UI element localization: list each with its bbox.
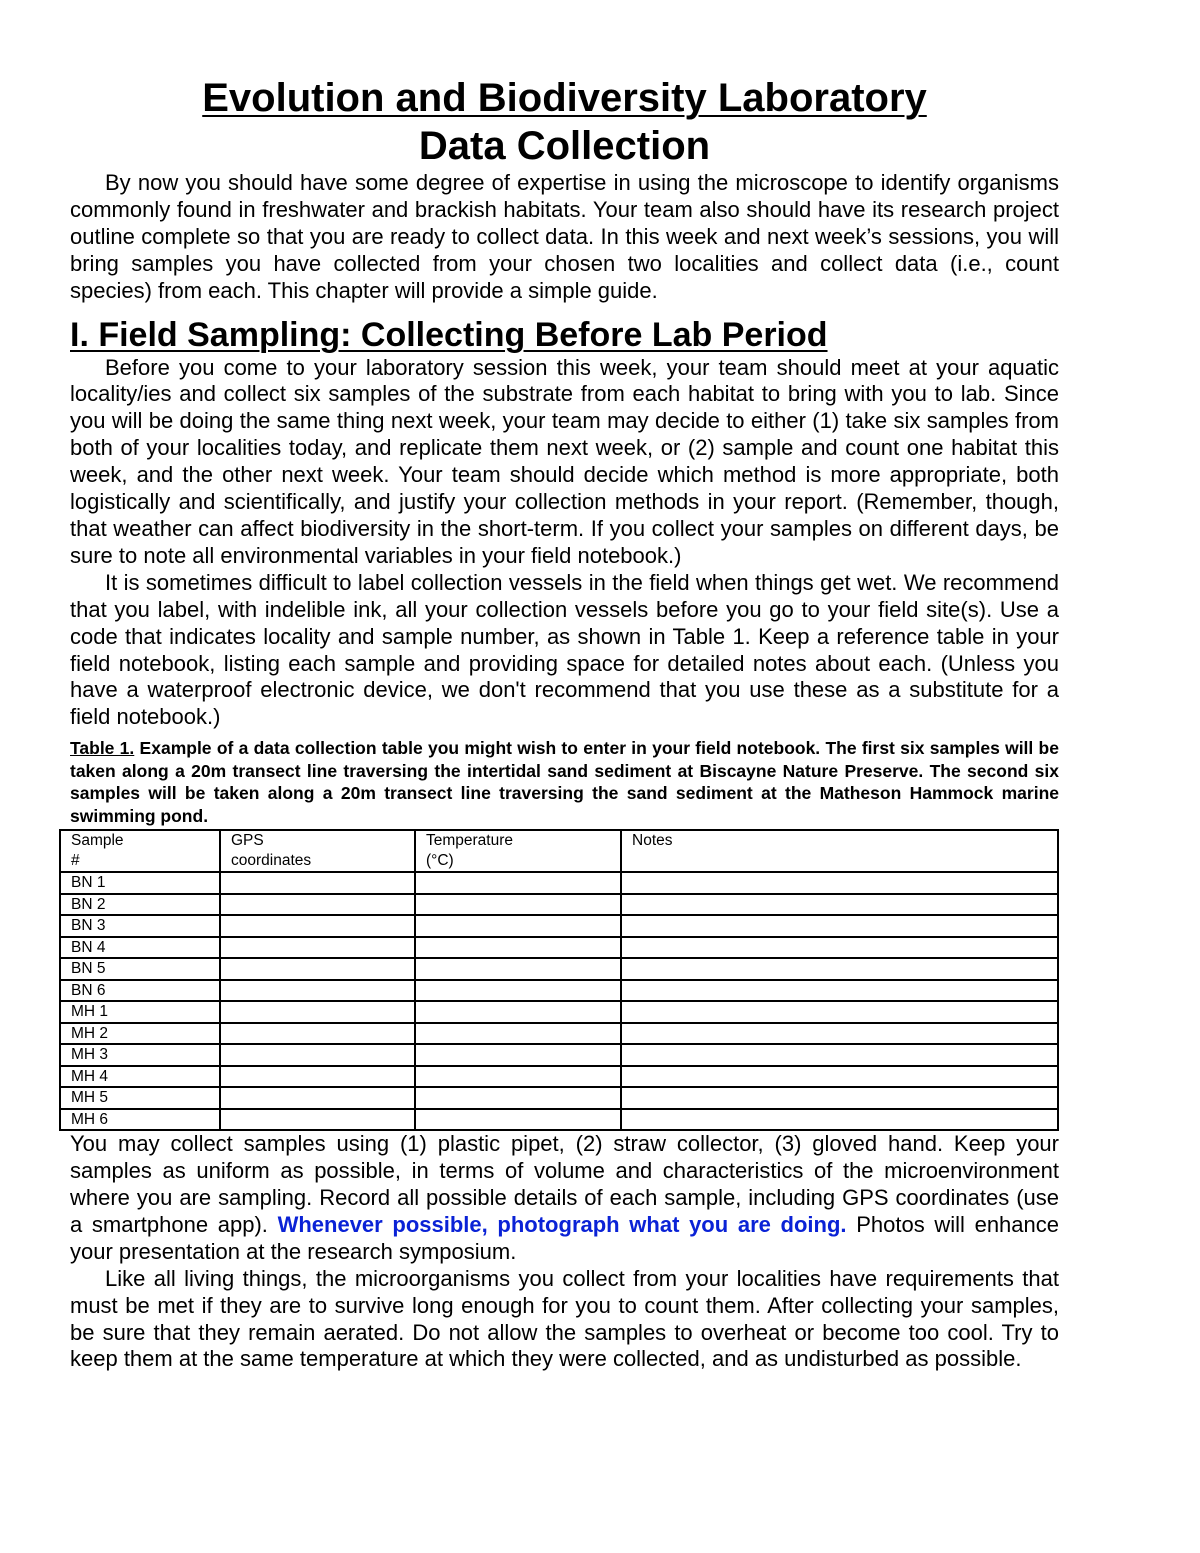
- gps-cell[interactable]: [220, 1001, 415, 1023]
- photograph-highlight: Whenever possible, photograph what you are doing.: [277, 1211, 847, 1237]
- table-row: [60, 915, 1058, 937]
- table-caption-label: Table 1.: [70, 738, 135, 759]
- gps-cell[interactable]: [220, 894, 415, 916]
- table-row: [60, 1023, 1058, 1045]
- sample-id: MH 1: [60, 1001, 220, 1023]
- table-row: [60, 872, 1058, 894]
- temperature-cell[interactable]: [415, 937, 621, 959]
- sample-id: MH 2: [60, 1023, 220, 1045]
- section-paragraph-2: It is sometimes difficult to label collection vessels in the field when things get wet. We recommend that you label, with indelible ink, all your collection vessels before you go to your field site(s). Use a code that indicates locality and sample number, as shown in Table 1. Keep a reference table in your field notebook, listing each sample and providing space for detailed notes about each. (Unless you have a waterproof electronic device, we don't recommend that you use these as a substitute for a field notebook.): [70, 569, 1059, 730]
- document-page: [70, 74, 1059, 1373]
- notes-cell[interactable]: [621, 980, 1058, 1002]
- table-header-row: [60, 830, 1058, 872]
- header-gps: GPS coordinates: [220, 830, 415, 872]
- table-caption-text: Example of a data collection table you might wish to enter in your field notebook. The first six samples will be taken along a 20m transect line traversing the intertidal sand sediment at Biscayne Nature Preserve. The second six samples will be taken along a 20m transect line traversing the sand sediment at the Matheson Hammock marine swimming pond.: [70, 738, 1059, 826]
- sample-id: BN 6: [60, 980, 220, 1002]
- intro-paragraph: By now you should have some degree of expertise in using the microscope to identify organisms commonly found in freshwater and brackish habitats. Your team also should have its research project outline complete so that you are ready to collect data. In this week and next week’s sessions, you will bring samples you have collected from your chosen two localities and collect data (i.e., count species) from each. This chapter will provide a simple guide.: [70, 170, 1059, 303]
- header-temperature: Temperature (°C): [415, 830, 621, 872]
- sample-id: MH 4: [60, 1066, 220, 1088]
- gps-cell[interactable]: [220, 1066, 415, 1088]
- temperature-cell[interactable]: [415, 872, 621, 894]
- temperature-cell[interactable]: [415, 1001, 621, 1023]
- notes-cell[interactable]: [621, 958, 1058, 980]
- table-row: [60, 1087, 1058, 1109]
- sample-id: MH 3: [60, 1044, 220, 1066]
- document-title: [70, 74, 1059, 170]
- gps-cell[interactable]: [220, 958, 415, 980]
- section-heading: I. Field Sampling: Collecting Before Lab Period: [70, 315, 828, 354]
- header-sample: Sample #: [60, 830, 220, 872]
- sample-id: MH 5: [60, 1087, 220, 1109]
- table-row: [60, 1001, 1058, 1023]
- temperature-cell[interactable]: [415, 1087, 621, 1109]
- table-row: [60, 937, 1058, 959]
- table-row: [60, 1109, 1058, 1131]
- gps-cell[interactable]: [220, 915, 415, 937]
- table-row: [60, 894, 1058, 916]
- notes-cell[interactable]: [621, 1066, 1058, 1088]
- gps-cell[interactable]: [220, 1087, 415, 1109]
- temperature-cell[interactable]: [415, 980, 621, 1002]
- gps-cell[interactable]: [220, 1109, 415, 1131]
- notes-cell[interactable]: [621, 937, 1058, 959]
- title-line-1: Evolution and Biodiversity Laboratory: [202, 76, 927, 120]
- temperature-cell[interactable]: [415, 1109, 621, 1131]
- notes-cell[interactable]: [621, 915, 1058, 937]
- gps-cell[interactable]: [220, 1044, 415, 1066]
- notes-cell[interactable]: [621, 1001, 1058, 1023]
- table-row: [60, 980, 1058, 1002]
- sample-id: BN 3: [60, 915, 220, 937]
- temperature-cell[interactable]: [415, 915, 621, 937]
- table-row: [60, 1066, 1058, 1088]
- notes-cell[interactable]: [621, 1087, 1058, 1109]
- temperature-cell[interactable]: [415, 1023, 621, 1045]
- table-row: [60, 1044, 1058, 1066]
- gps-cell[interactable]: [220, 937, 415, 959]
- sample-id: MH 6: [60, 1109, 220, 1131]
- title-line-2: Data Collection: [418, 124, 711, 168]
- table-caption: [70, 737, 1059, 827]
- notes-cell[interactable]: [621, 1109, 1058, 1131]
- data-collection-table: [59, 829, 1059, 1131]
- section-paragraph-1: Before you come to your laboratory session this week, your team should meet at your aquatic locality/ies and collect six samples of the substrate from each habitat to bring with you to lab. Since you will be doing the same thing next week, your team may decide to either (1) take six samples from both of your localities today, and replicate them next week, or (2) sample and count one habitat this week, and the other next week. Your team should decide which method is more appropriate, both logistically and scientifically, and justify your collection methods in your report. (Remember, though, that weather can affect biodiversity in the short-term. If you collect your samples on different days, be sure to note all environmental variables in your field notebook.): [70, 354, 1059, 568]
- header-notes: Notes: [621, 830, 1058, 872]
- notes-cell[interactable]: [621, 1044, 1058, 1066]
- gps-cell[interactable]: [220, 872, 415, 894]
- sample-id: BN 2: [60, 894, 220, 916]
- temperature-cell[interactable]: [415, 1044, 621, 1066]
- sample-id: BN 4: [60, 937, 220, 959]
- sampling-paragraph: You may collect samples using (1) plastic pipet, (2) straw collector, (3) gloved hand. Keep your samples as uniform as possible, in terms of volume and characteristics of the microenvironment where you are sampling. Record all possible details of each sample, including GPS coordinates (use a smartphone app). Whenever possible, photograph what you are doing. Photos will enhance your presentation at the research symposium.: [70, 1131, 1059, 1264]
- table-row: [60, 958, 1058, 980]
- notes-cell[interactable]: [621, 1023, 1058, 1045]
- temperature-cell[interactable]: [415, 958, 621, 980]
- gps-cell[interactable]: [220, 1023, 415, 1045]
- sample-id: BN 5: [60, 958, 220, 980]
- notes-cell[interactable]: [621, 872, 1058, 894]
- aeration-paragraph: Like all living things, the microorganisms you collect from your localities have requirements that must be met if they are to survive long enough for you to count them. After collecting your samples, be sure that they remain aerated. Do not allow the samples to overheat or become too cool. Try to keep them at the same temperature at which they were collected, and as undisturbed as possible.: [70, 1265, 1059, 1372]
- temperature-cell[interactable]: [415, 894, 621, 916]
- temperature-cell[interactable]: [415, 1066, 621, 1088]
- sample-id: BN 1: [60, 872, 220, 894]
- notes-cell[interactable]: [621, 894, 1058, 916]
- gps-cell[interactable]: [220, 980, 415, 1002]
